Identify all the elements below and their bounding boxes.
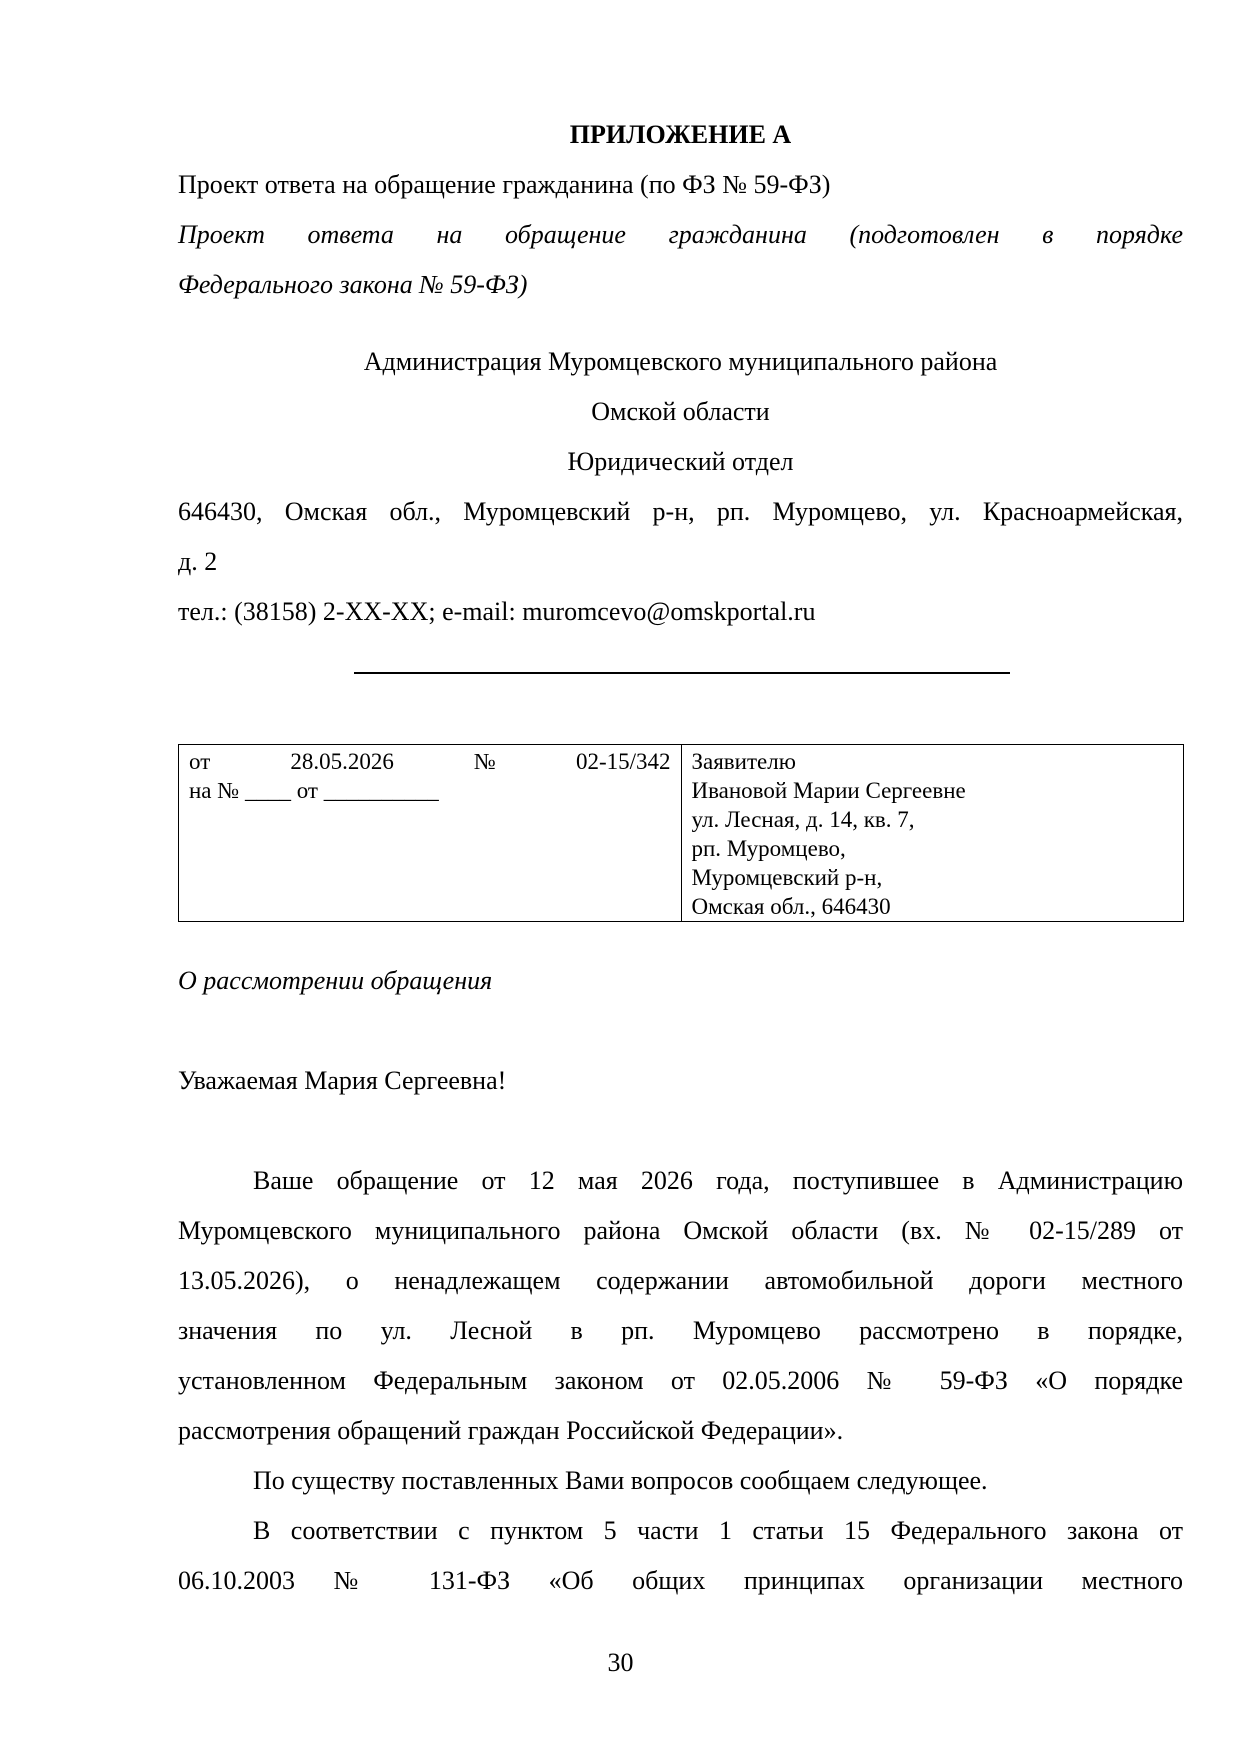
body-line: 13.05.2026), о ненадлежащем содержании автомобильной дороги местного: [178, 1266, 1183, 1295]
reply-to-reference: на № ____ от __________: [189, 778, 439, 803]
body-line: Ваше обращение от 12 мая 2026 года, поступившее в Администрацию: [253, 1166, 1183, 1195]
registration-date: 28.05.2026: [290, 749, 394, 774]
org-name-line-1: Администрация Муромцевского муниципального района: [363, 347, 998, 376]
appendix-title: ПРИЛОЖЕНИЕ А: [569, 120, 792, 149]
letterhead-divider: [354, 672, 1010, 674]
from-label: от: [189, 749, 211, 774]
body-line: 06.10.2003 № 131-ФЗ «Об общих принципах организации местного: [178, 1566, 1183, 1595]
italic-caption-line-1: Проект ответа на обращение гражданина (подготовлен в порядке: [178, 220, 1183, 249]
address-line-1: 646430, Омская обл., Муромцевский р-н, рп. Муромцево, ул. Красноармейская,: [178, 497, 1183, 526]
registration-cell: [179, 745, 682, 922]
addressee-line-2: Ивановой Марии Сергеевне: [691, 778, 966, 803]
addressee-cell: [681, 745, 1184, 922]
addressee-line-5: Муромцевский р-н,: [691, 865, 883, 890]
document-subtitle: Проект ответа на обращение гражданина (по ФЗ № 59-ФЗ): [178, 170, 831, 199]
number-label: №: [473, 749, 496, 774]
addressee-line-6: Омская обл., 646430: [691, 894, 891, 919]
addressee-line-4: рп. Муромцево,: [691, 836, 846, 861]
org-name-line-2: Омской области: [591, 397, 770, 426]
addressee-line-3: ул. Лесная, д. 14, кв. 7,: [691, 807, 915, 832]
department-name: Юридический отдел: [567, 447, 794, 476]
contacts-line: тел.: (38158) 2-XX-XX; e-mail: muromcevo@omskportal.ru: [178, 597, 816, 626]
letter-salutation: Уважаемая Мария Сергеевна!: [178, 1066, 507, 1095]
addressee-line-1: Заявителю: [691, 749, 796, 774]
body-line: установленном Федеральным законом от 02.05.2006 № 59-ФЗ «О порядке: [178, 1366, 1183, 1395]
italic-caption-line-2: Федерального закона № 59-ФЗ): [178, 270, 528, 299]
body-line: По существу поставленных Вами вопросов сообщаем следующее.: [253, 1466, 988, 1495]
page-number: 30: [607, 1648, 634, 1677]
letter-subject: О рассмотрении обращения: [178, 966, 493, 995]
body-line: рассмотрения обращений граждан Российской Федерации».: [178, 1416, 844, 1445]
registration-row: [189, 747, 671, 776]
requisites-table: [178, 744, 1184, 922]
body-line: Муромцевского муниципального района Омской области (вх. № 02-15/289 от: [178, 1216, 1183, 1245]
body-line: значения по ул. Лесной в рп. Муромцево рассмотрено в порядке,: [178, 1316, 1183, 1345]
body-line: В соответствии с пунктом 5 части 1 статьи 15 Федерального закона от: [253, 1516, 1183, 1545]
address-line-2: д. 2: [178, 547, 218, 576]
registration-number: 02-15/342: [575, 749, 671, 774]
